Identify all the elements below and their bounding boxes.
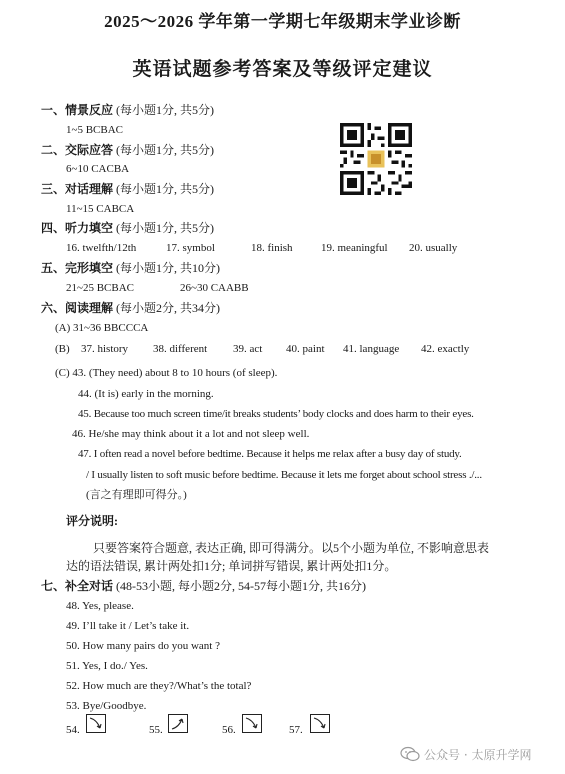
watermark-text: 公众号 · 太原升学网 — [424, 747, 532, 762]
section-2-heading — [41, 144, 214, 156]
falling-tone-icon — [86, 714, 106, 733]
section-3-answer: 11~15 CABCA — [66, 203, 135, 215]
section-5-title: 五、完形填空 — [41, 261, 114, 275]
section-6-title: 六、阅读理解 — [41, 301, 114, 315]
answer-50: 50. How many pairs do you want ? — [66, 640, 220, 652]
section-1-score: (每小题1分, 共5分) — [116, 103, 215, 117]
answer-19: 19. meaningful — [321, 242, 388, 254]
section-5-heading — [41, 262, 220, 274]
answer-43: (C) 43. (They need) about 8 to 10 hours (of sleep). — [55, 367, 278, 379]
section-6-heading — [41, 302, 220, 314]
section-3-score: (每小题1分, 共5分) — [116, 182, 215, 196]
answer-part-a: (A) 31~36 BBCCCA — [55, 322, 149, 334]
scoring-rules-title: 评分说明: — [66, 514, 118, 528]
document-subtitle: 英语试题参考答案及等级评定建议 — [132, 59, 433, 80]
section-2-title: 二、交际应答 — [41, 143, 114, 157]
answer-42: 42. exactly — [421, 343, 470, 355]
answer-40: 40. paint — [286, 343, 325, 355]
wechat-icon — [400, 746, 420, 762]
answer-21-25: 21~25 BCBAC — [66, 282, 134, 294]
answer-53: 53. Bye/Goodbye. — [66, 700, 147, 712]
document-title: 2025～2026 学年第一学期七年级期末学业诊断 — [104, 12, 461, 31]
answer-39: 39. act — [233, 343, 263, 355]
section-6-score: (每小题2分, 共34分) — [116, 301, 221, 315]
answer-57-label: 57. — [289, 724, 303, 736]
answer-26-30: 26~30 CAABB — [180, 282, 249, 294]
section-4-score: (每小题1分, 共5分) — [116, 221, 215, 235]
section-1-heading — [41, 104, 214, 116]
qr-code-icon — [340, 123, 412, 195]
answer-18: 18. finish — [251, 242, 293, 254]
answer-49: 49. I’ll take it / Let’s take it. — [66, 620, 190, 632]
falling-tone-icon — [310, 714, 330, 733]
section-2-score: (每小题1分, 共5分) — [116, 143, 215, 157]
section-1-answer: 1~5 BCBAC — [66, 124, 123, 136]
answer-47-line-2: / I usually listen to soft music before bedtime. Because it lets me forget about school stress ./... — [86, 469, 482, 481]
section-2-answer: 6~10 CACBA — [66, 163, 130, 175]
answer-44: 44. (It is) early in the morning. — [78, 388, 214, 400]
answer-45: 45. Because too much screen time/it breaks students’ body clocks and does harm to their eyes. — [78, 408, 474, 420]
section-4-title: 四、听力填空 — [41, 221, 114, 235]
section-3-heading — [41, 183, 214, 195]
answer-47-line-1: 47. I often read a novel before bedtime. Because it helps me relax after a busy day of study. — [78, 448, 462, 460]
watermark — [400, 745, 531, 763]
answer-17: 17. symbol — [166, 242, 215, 254]
answer-54-label: 54. — [66, 724, 80, 736]
answer-47-note: (言之有理即可得分。) — [86, 489, 187, 501]
scoring-rules-line-1: 只要答案符合题意, 表达正确, 即可得满分。以5个小题为单位, 不影响意思表 — [93, 541, 490, 555]
answer-52: 52. How much are they?/What’s the total? — [66, 680, 252, 692]
answer-46: 46. He/she may think about it a lot and not sleep well. — [72, 428, 310, 440]
answer-16: 16. twelfth/12th — [66, 242, 137, 254]
answer-41: 41. language — [343, 343, 400, 355]
falling-tone-icon — [242, 714, 262, 733]
answer-20: 20. usually — [409, 242, 458, 254]
answer-55-label: 55. — [149, 724, 163, 736]
rising-tone-icon — [168, 714, 188, 733]
answer-56-label: 56. — [222, 724, 236, 736]
answer-51: 51. Yes, I do./ Yes. — [66, 660, 148, 672]
section-3-title: 三、对话理解 — [41, 182, 114, 196]
section-7-title: 七、补全对话 — [41, 579, 114, 593]
answer-38: 38. different — [153, 343, 208, 355]
section-7-score: (48-53小题, 每小题2分, 54-57每小题1分, 共16分) — [116, 579, 367, 593]
section-1-title: 一、情景反应 — [41, 103, 114, 117]
section-4-heading — [41, 222, 214, 234]
section-5-score: (每小题1分, 共10分) — [116, 261, 221, 275]
scoring-rules-line-2: 达的语法错误, 累计两处扣1分; 单词拼写错误, 累计两处扣1分。 — [66, 559, 397, 573]
part-b-label: (B) — [55, 343, 70, 355]
section-7-heading — [41, 580, 366, 592]
answer-48: 48. Yes, please. — [66, 600, 134, 612]
answer-37: 37. history — [81, 343, 129, 355]
